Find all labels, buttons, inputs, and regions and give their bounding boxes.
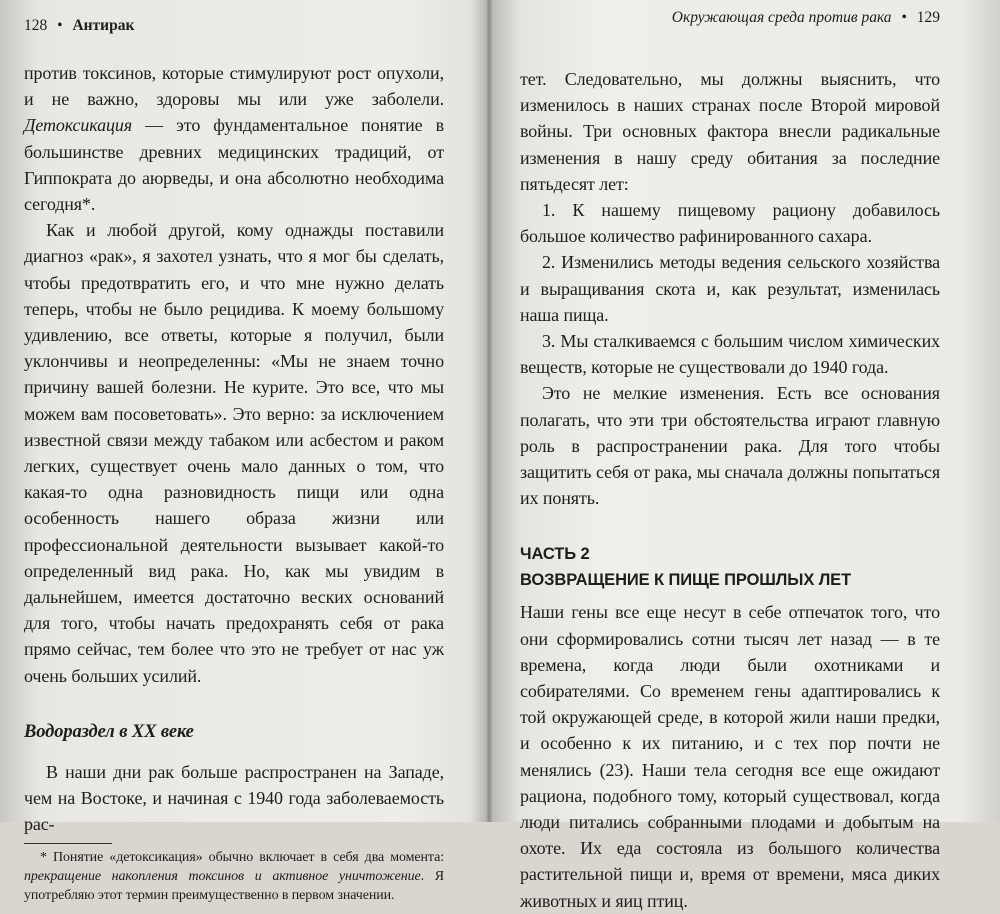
footnote-start: * Понятие «детоксикация» обычно включает в себя два момента: <box>40 850 444 866</box>
footnote-end: . Я употребляю этот термин преимущественно в первом значении. <box>24 869 444 904</box>
list-item: 3. Мы сталкиваемся с большим числом химических веществ, которые не существовали до 1940 года. <box>520 331 940 378</box>
left-page <box>0 0 486 904</box>
right-running-head <box>520 6 940 30</box>
chapter-title: ВОЗВРАЩЕНИЕ К ПИЩЕ ПРОШЛЫХ ЛЕТ <box>520 571 852 590</box>
left-paragraph-1-end: — это фундаментальное понятие в большинстве древних медицинских традиций, от Гиппократа до аюрведы, и она абсолютно необходима сегодня*. <box>24 115 444 215</box>
left-page-number: 128 <box>24 17 48 34</box>
footnote-italic: прекращение накопления токсинов и активное уничтожение <box>24 869 421 885</box>
left-head-separator: • <box>57 17 63 34</box>
right-head-separator: • <box>901 9 907 26</box>
chapter-label: ЧАСТЬ 2 <box>520 545 590 564</box>
right-page-number: 129 <box>916 9 940 26</box>
left-paragraph-3: В наши дни рак больше распространен на Западе, чем на Востоке, и начиная с 1940 года заболеваемость рас- <box>24 761 444 835</box>
left-paragraph-1-start: против токсинов, которые стимулируют рост опухоли, и не важно, здоровы мы или уже заболели. <box>24 63 444 110</box>
left-paragraph-2: Как и любой другой, кому однажды поставили диагноз «рак», я захотел узнать, что я мог бы сделать, чтобы предотвратить его, и что мне нужно делать теперь, чтобы не было рецидива. К моему большому удивлению, все ответы, которые я получил, были уклончивы и неопределенны: «Мы не знаем точно причину вашей болезни. Не курите. Это все, что мы можем вам посоветовать». Это верно: за исключением известной связи между табаком или асбестом и раком легких, существует очень мало данных о том, что какая-то одна разновидность пищи или одна особенность нашего образа жизни или профессиональной деятельности вызывает какой-то определенный вид рака. Но, как мы увидим в дальнейшем, имеется достаточно веских оснований для того, чтобы начать предохранять себя от рака прямо сейчас, тем более что это не требует от нас уж очень больших усилий. <box>24 220 444 686</box>
left-running-head <box>24 14 444 38</box>
detox-term: Детоксикация <box>24 115 133 136</box>
right-body-text <box>520 66 940 914</box>
section-subheading: Водораздел в XX веке <box>24 721 194 742</box>
chapter-heading <box>520 541 940 593</box>
right-page <box>492 0 1000 911</box>
left-body-text <box>24 60 444 905</box>
footnote <box>24 848 444 905</box>
list-item: 2. Изменились методы ведения сельского хозяйства и выращивания скота и, как результат, изменилась наша пища. <box>520 252 940 325</box>
right-paragraph-1: тет. Следовательно, мы должны выяснить, что изменилось в наших странах после Второй мировой войны. Три основных фактора внесли радикальные изменения в нашу среду обитания за последние пятьдесят лет: <box>520 69 940 194</box>
running-title: Окружающая среда против рака <box>671 9 892 26</box>
left-paragraph-1 <box>24 60 444 217</box>
book-title: Антирак <box>72 17 135 34</box>
footnote-rule <box>24 843 112 844</box>
right-paragraph-2: Это не мелкие изменения. Есть все основания полагать, что эти три обстоятельства играют главную роль в распространении рака. Для того чтобы защитить себя от рака, мы сначала должны попытаться их понять. <box>520 383 940 509</box>
right-paragraph-3: Наши гены все еще несут в себе отпечаток того, что они сформировались сотни тысяч лет назад — в те времена, когда люди были охотниками и собирателями. Со временем гены адаптировались к той окружающей среде, в которой жили наши предки, и особенно к их питанию, и с тех пор почти не менялись (23). Наши тела сегодня все еще ожидают рациона, подобного тому, который существовал, когда люди питались собранными плодами и добытым на охоте. Их еда состояла из большого количества растительной пищи и, время от времени, мяса диких животных и яиц птиц. <box>520 602 940 911</box>
list-item: 1. К нашему пищевому рациону добавилось большое количество рафинированного сахара. <box>520 200 940 247</box>
